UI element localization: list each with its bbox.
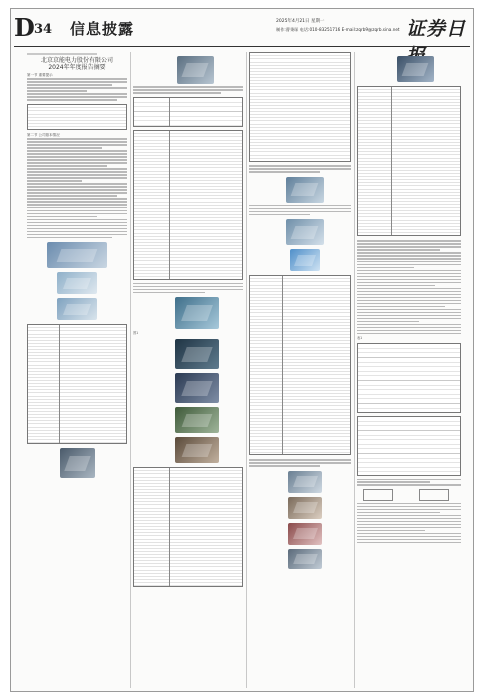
product-image — [286, 219, 325, 245]
column-divider — [130, 52, 131, 688]
product-image — [57, 272, 97, 294]
column-2 — [133, 52, 243, 688]
data-table — [27, 104, 127, 130]
report-title: 2024年年度报告摘要 — [48, 63, 106, 71]
page-letter: D — [14, 13, 35, 42]
data-table — [357, 86, 461, 236]
product-image — [177, 56, 214, 84]
data-table — [133, 130, 243, 280]
data-table — [133, 467, 243, 587]
column-divider — [354, 52, 355, 688]
section-heading: 第一节 重要提示 — [27, 72, 53, 77]
header-rule — [14, 46, 470, 47]
product-image — [175, 437, 219, 463]
product-image — [288, 497, 323, 519]
product-image — [288, 523, 323, 545]
page-header — [14, 14, 470, 44]
financial-table — [357, 343, 461, 413]
section-heading: 第二节 公司基本情况 — [27, 132, 60, 137]
page-number: 34 — [34, 22, 53, 37]
product-image — [175, 373, 219, 403]
product-image — [175, 297, 219, 329]
section-title: 信息披露 — [70, 20, 135, 38]
data-table — [27, 324, 127, 444]
financial-table — [357, 416, 461, 476]
column-divider — [246, 52, 247, 688]
product-image — [47, 242, 107, 268]
seal-stamp — [363, 489, 393, 501]
masthead-logo: 证券日 — [406, 18, 467, 40]
issue-date: 2025年4月21日 星期一 — [276, 19, 325, 24]
signature-area — [357, 487, 461, 501]
product-image — [290, 249, 321, 271]
data-table — [249, 52, 351, 162]
column-1 — [27, 52, 127, 688]
column-3 — [249, 52, 351, 688]
table-caption: 表1 — [357, 335, 363, 340]
product-image — [397, 56, 434, 82]
product-image — [60, 448, 95, 478]
product-image — [175, 407, 219, 433]
company-name: 北京京能电力股份有限公司 — [40, 56, 113, 64]
product-image — [288, 549, 323, 569]
product-image — [57, 298, 97, 320]
data-table — [133, 97, 243, 127]
seal-stamp — [419, 489, 449, 501]
figure-caption: 图1 — [133, 331, 139, 336]
column-4 — [357, 52, 461, 688]
product-image — [288, 471, 323, 493]
editor-contact: 制作:曹秉琛 电话:010-83251716 E-mail:zqrb9@zqrb.sina.net — [276, 27, 400, 32]
product-image — [286, 177, 325, 203]
data-table — [249, 275, 351, 455]
product-image — [175, 339, 219, 369]
